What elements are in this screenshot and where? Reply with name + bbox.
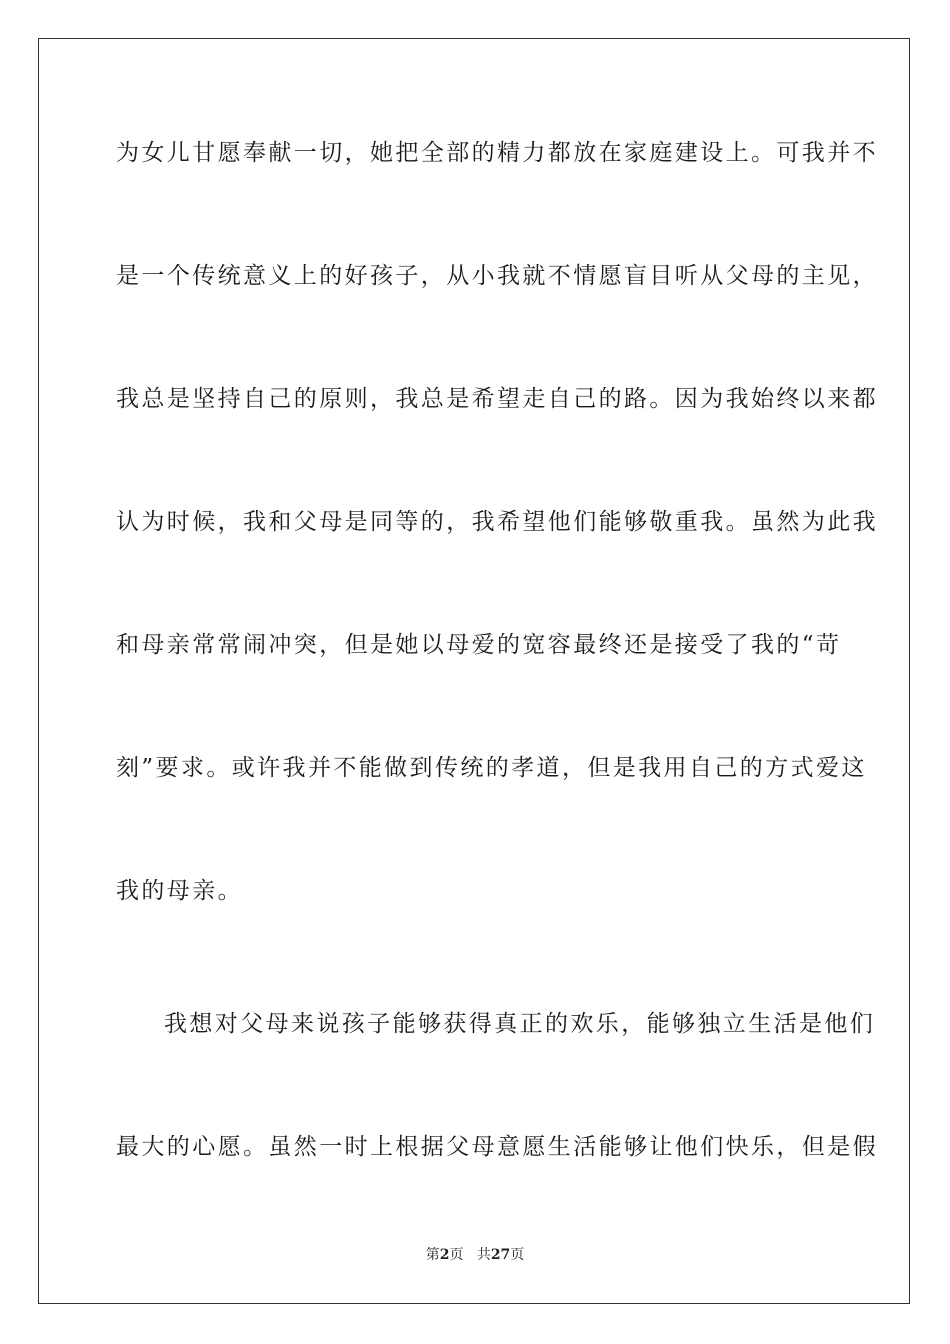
footer-gap — [463, 1247, 476, 1263]
body-text-line-6: 刻”要求。或许我并不能做到传统的孝道，但是我用自己的方式爱这 — [116, 755, 867, 781]
body-text-line-9: 最大的心愿。虽然一时上根据父母意愿生活能够让他们快乐，但是假 — [116, 1134, 878, 1160]
page-number: 2 — [439, 1247, 450, 1263]
page-suffix: 页 — [449, 1247, 464, 1263]
page-border — [38, 38, 910, 1304]
page-prefix: 第 — [425, 1247, 440, 1263]
body-text-line-5: 和母亲常常闹冲突，但是她以母爱的宽容最终还是接受了我的“苛 — [116, 632, 842, 658]
body-text-line-2: 是一个传统意义上的好孩子，从小我就不情愿盲目听从父母的主见， — [116, 263, 878, 289]
body-text-line-1: 为女儿甘愿奉献一切，她把全部的精力都放在家庭建设上。可我并不 — [116, 140, 878, 166]
body-text-line-4: 认为时候，我和父母是同等的，我希望他们能够敬重我。虽然为此我 — [116, 509, 878, 535]
total-suffix: 页 — [510, 1247, 525, 1263]
total-prefix: 共 — [476, 1247, 491, 1263]
body-text-line-3: 我总是坚持自己的原则，我总是希望走自己的路。因为我始终以来都 — [116, 386, 878, 412]
total-pages: 27 — [490, 1247, 511, 1263]
body-text-line-7: 我的母亲。 — [116, 878, 243, 904]
paragraph-indent-line: 我想对父母来说孩子能够获得真正的欢乐，能够独立生活是他们 — [164, 1011, 876, 1037]
page-footer — [0, 1246, 950, 1264]
